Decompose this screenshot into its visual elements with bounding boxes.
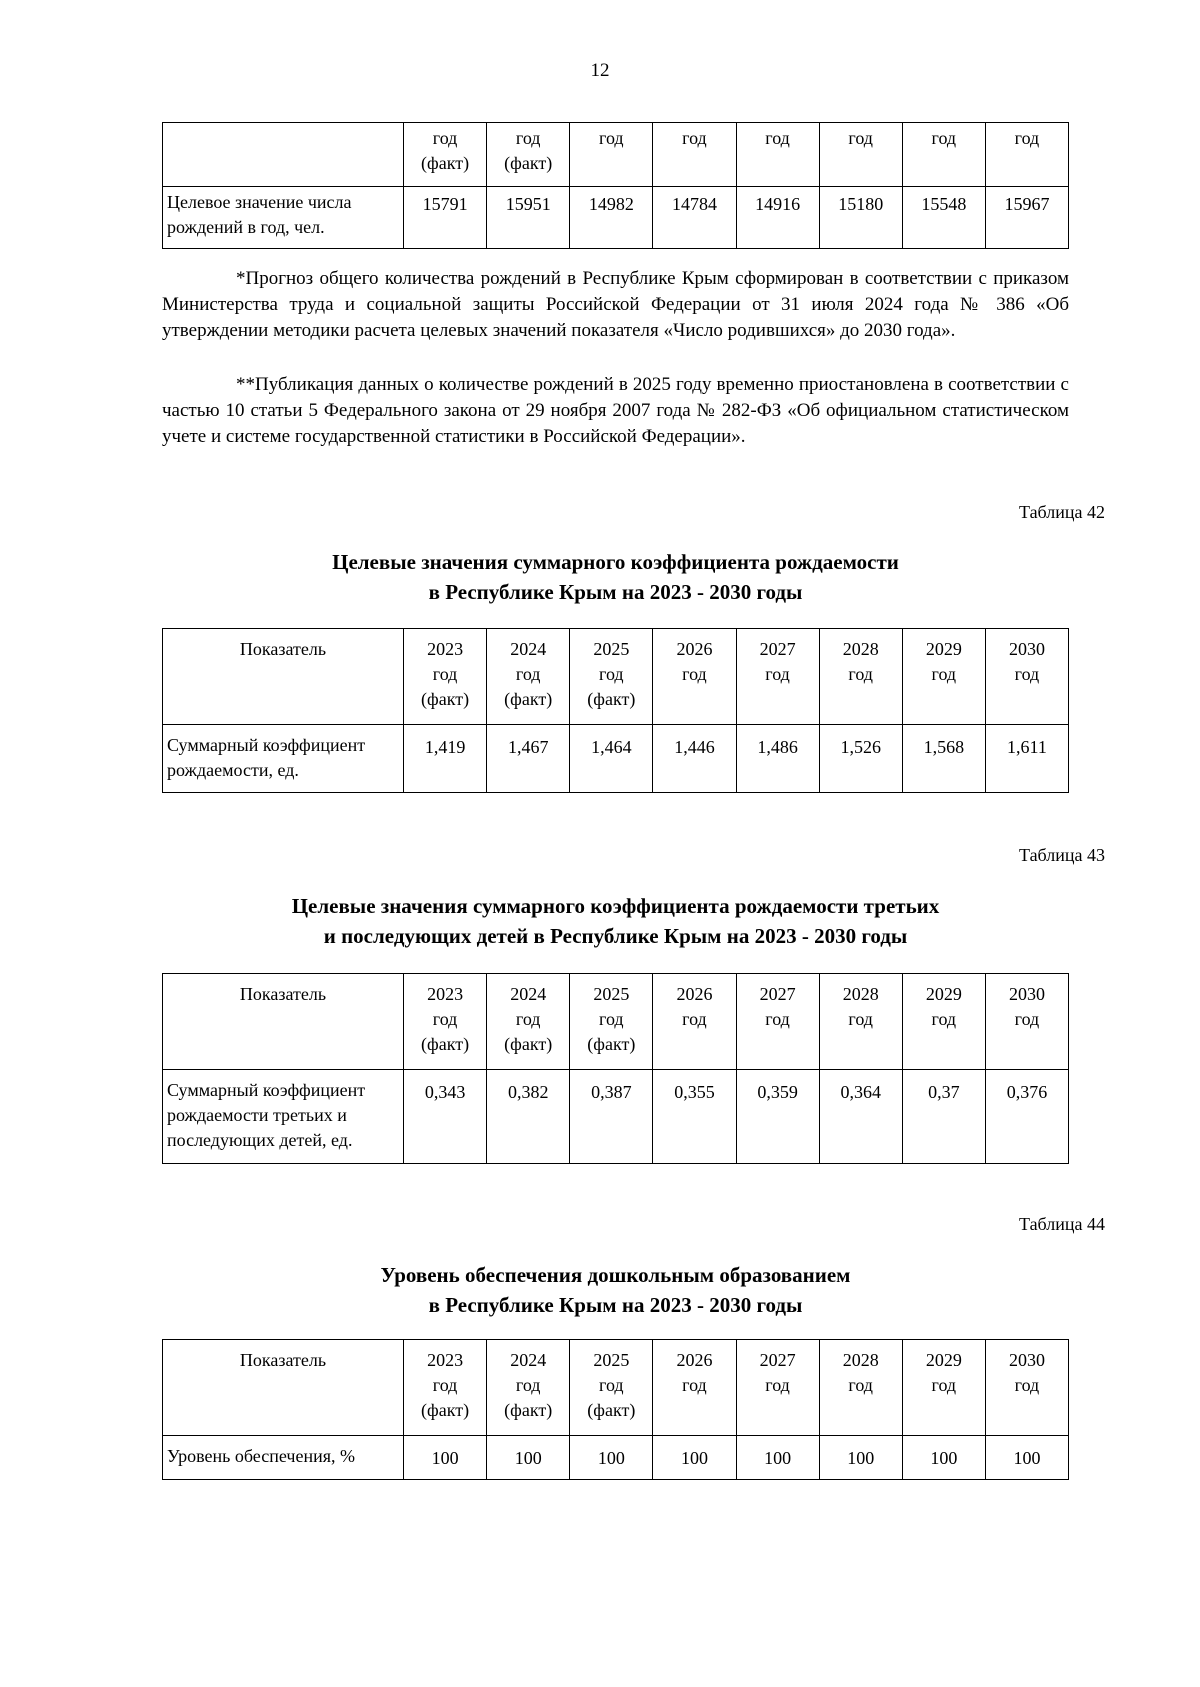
footnote-publication: **Публикация данных о количестве рождений в 2025 году временно приостановлена в соответствии с частью 10 статьи 5 Федерального закона от 29 ноября 2007 года № 282-ФЗ «Об официальном статистическом учете и системе государственной статистики в Российской Федерации». [162, 374, 1069, 447]
table-43 [162, 973, 1069, 1164]
table-row [163, 1436, 1069, 1480]
value-cell: 15967 [985, 187, 1068, 249]
value-cell: 0,37 [902, 1070, 985, 1164]
table-44-caption: Таблица 44 [1019, 1214, 1105, 1234]
row-label: Суммарный коэффициент рождаемости, ед. [163, 725, 404, 793]
header-year-cell: год [653, 123, 736, 187]
header-year-cell: 2023 год (факт) [404, 629, 487, 725]
value-cell: 1,486 [736, 725, 819, 793]
table-44 [162, 1339, 1069, 1480]
header-indicator-cell: Показатель [163, 629, 404, 725]
row-label: Суммарный коэффициент рождаемости третьих и последующих детей, ед. [163, 1070, 404, 1164]
value-cell: 100 [902, 1436, 985, 1480]
value-cell: 1,568 [902, 725, 985, 793]
value-cell: 1,467 [487, 725, 570, 793]
header-year-cell: 2025 год (факт) [570, 1340, 653, 1436]
header-year-cell: 2029 год [902, 629, 985, 725]
table-row [163, 1070, 1069, 1164]
table-42-title-line-2: в Республике Крым на 2023 - 2030 годы [428, 580, 803, 604]
header-year-cell: год (факт) [404, 123, 487, 187]
table-header-row [163, 1340, 1069, 1436]
table-43-caption: Таблица 43 [1019, 845, 1105, 865]
header-year-cell: год [985, 123, 1068, 187]
header-year-cell: год [570, 123, 653, 187]
value-cell: 1,611 [985, 725, 1068, 793]
value-cell: 0,382 [487, 1070, 570, 1164]
header-year-cell: 2028 год [819, 629, 902, 725]
table-43-title-line-1: Целевые значения суммарного коэффициента рождаемости третьих [291, 894, 940, 918]
row-label: Уровень обеспечения, % [163, 1436, 404, 1480]
header-year-cell: 2028 год [819, 1340, 902, 1436]
table-42-caption: Таблица 42 [1019, 502, 1105, 522]
header-indicator-cell: Показатель [163, 974, 404, 1070]
header-indicator-cell: Показатель [163, 1340, 404, 1436]
table-44-title-line-2: в Республике Крым на 2023 - 2030 годы [428, 1293, 803, 1317]
header-year-cell: 2029 год [902, 1340, 985, 1436]
table-44-title-line-1: Уровень обеспечения дошкольным образованием [380, 1263, 851, 1287]
header-year-cell: 2025 год (факт) [570, 629, 653, 725]
value-cell: 15791 [404, 187, 487, 249]
header-empty-cell [163, 123, 404, 187]
value-cell: 100 [985, 1436, 1068, 1480]
births-target-table [162, 122, 1069, 249]
value-cell: 100 [570, 1436, 653, 1480]
value-cell: 100 [736, 1436, 819, 1480]
page-number: 12 [590, 60, 610, 81]
header-year-cell: 2025 год (факт) [570, 974, 653, 1070]
table-44-title [162, 1260, 1069, 1320]
value-cell: 1,419 [404, 725, 487, 793]
value-cell: 15180 [819, 187, 902, 249]
table-header-row [163, 974, 1069, 1070]
value-cell: 1,464 [570, 725, 653, 793]
table-header-row [163, 123, 1069, 187]
header-year-cell: 2023 год (факт) [404, 1340, 487, 1436]
value-cell: 100 [487, 1436, 570, 1480]
header-year-cell: 2027 год [736, 974, 819, 1070]
value-cell: 0,359 [736, 1070, 819, 1164]
table-row [163, 725, 1069, 793]
header-year-cell: 2024 год (факт) [487, 629, 570, 725]
value-cell: 15548 [902, 187, 985, 249]
table-42-title [162, 547, 1069, 607]
value-cell: 14982 [570, 187, 653, 249]
table-43-title-line-2: и последующих детей в Республике Крым на 2023 - 2030 годы [323, 924, 908, 948]
value-cell: 1,526 [819, 725, 902, 793]
header-year-cell: 2024 год (факт) [487, 974, 570, 1070]
header-year-cell: 2026 год [653, 1340, 736, 1436]
table-42-title-line-1: Целевые значения суммарного коэффициента рождаемости [332, 550, 899, 574]
header-year-cell: год [736, 123, 819, 187]
value-cell: 0,364 [819, 1070, 902, 1164]
header-year-cell: 2030 год [985, 1340, 1068, 1436]
value-cell: 0,387 [570, 1070, 653, 1164]
header-year-cell: 2023 год (факт) [404, 974, 487, 1070]
table-42 [162, 628, 1069, 793]
header-year-cell: год [902, 123, 985, 187]
header-year-cell: год (факт) [487, 123, 570, 187]
header-year-cell: 2030 год [985, 629, 1068, 725]
table-header-row [163, 629, 1069, 725]
value-cell: 100 [404, 1436, 487, 1480]
value-cell: 0,343 [404, 1070, 487, 1164]
value-cell: 0,355 [653, 1070, 736, 1164]
header-year-cell: 2027 год [736, 629, 819, 725]
header-year-cell: 2029 год [902, 974, 985, 1070]
value-cell: 100 [819, 1436, 902, 1480]
value-cell: 100 [653, 1436, 736, 1480]
header-year-cell: 2028 год [819, 974, 902, 1070]
header-year-cell: 2027 год [736, 1340, 819, 1436]
table-43-title [162, 891, 1069, 951]
value-cell: 14784 [653, 187, 736, 249]
value-cell: 0,376 [985, 1070, 1068, 1164]
footnote-forecast: *Прогноз общего количества рождений в Республике Крым сформирован в соответствии с приказом Министерства труда и социальной защиты Российской Федерации от 31 июля 2024 года № 386 «Об утверждении методики расчета целевых значений показателя «Число родившихся» до 2030 года». [162, 268, 1069, 341]
header-year-cell: 2024 год (факт) [487, 1340, 570, 1436]
header-year-cell: 2026 год [653, 974, 736, 1070]
value-cell: 1,446 [653, 725, 736, 793]
header-year-cell: год [819, 123, 902, 187]
row-label: Целевое значение числа рождений в год, чел. [163, 187, 404, 249]
table-row [163, 187, 1069, 249]
value-cell: 15951 [487, 187, 570, 249]
header-year-cell: 2030 год [985, 974, 1068, 1070]
value-cell: 14916 [736, 187, 819, 249]
header-year-cell: 2026 год [653, 629, 736, 725]
